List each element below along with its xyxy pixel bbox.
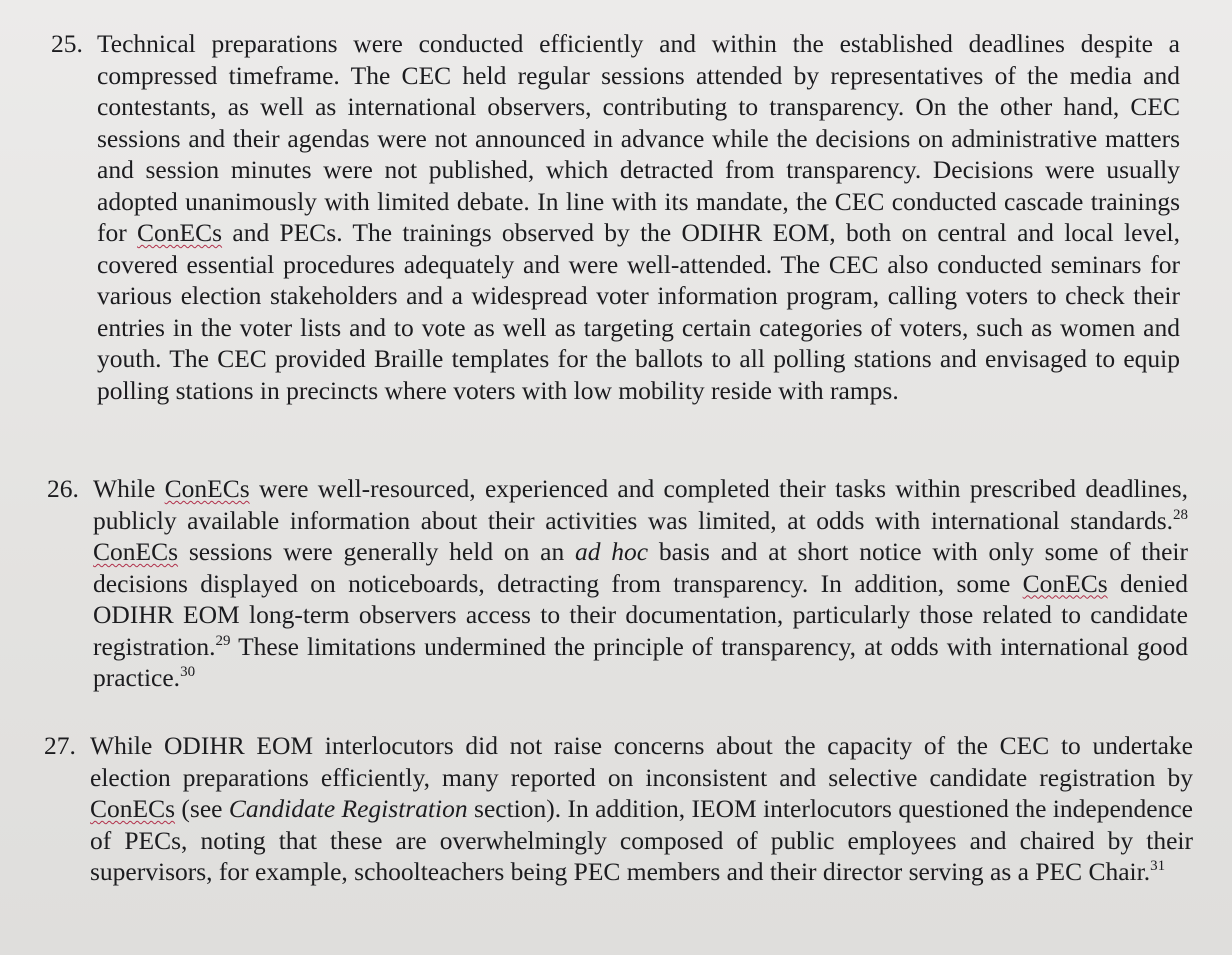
italic-term: Candidate Registration [228,794,468,823]
paragraph-text: These limitations undermined the principle of transparency, at odds with international good practice. [93,631,1188,692]
paragraph-text: basis and at short notice with only some of their decisions displayed on noticeboards, detracting from transparency. In addition, some [93,537,1188,598]
paragraph-text: While ODIHR EOM interlocutors did not raise concerns about the capacity of the CEC to undertake election preparations efficiently, many reported on inconsistent and selective candidate registration by [90,731,1193,792]
spellcheck-flagged-word[interactable]: ConECs [93,537,179,566]
paragraph-number: 26. [47,474,79,503]
spellcheck-flagged-word[interactable]: ConECs [1022,568,1108,598]
footnote-ref-31[interactable]: 31 [1150,858,1166,874]
spellcheck-flagged-word[interactable]: ConECs [164,474,250,503]
paragraph-26 [47,473,1188,694]
paragraph-text: and PECs. The trainings observed by the ODIHR EOM, both on central and local level, covered essential procedures adequately and were well-attended. The CEC also conducted seminars for various election stakeholders and a widespread voter information program, calling voters to check their entries in the voter lists and to vote as well as targeting certain categories of voters, such as women and youth. The CEC provided Braille templates for the ballots to all polling stations and envisaged to equip polling stations in precincts where voters with low mobility reside with ramps. [97,218,1180,405]
paragraph-text: Technical preparations were conducted efficiently and within the established deadlines despite a compressed timeframe. The CEC held regular sessions attended by representatives of the media and contestants, as well as international observers, contributing to transparency. On the other hand, CEC sessions and their agendas were not announced in advance while the decisions on administrative matters and session minutes were not published, which detracted from transparency. Decisions were usually adopted unanimously with limited debate. In line with its mandate, the CEC conducted cascade trainings for [97,29,1180,247]
paragraph-number: 27. [44,731,76,760]
paragraph-text: sessions were generally held on an [178,537,576,566]
paragraph-text: section). In addition, IEOM interlocutors questioned the independence of PECs, noting that these are overwhelmingly composed of public employees and chaired by their supervisors, for example, schoolteachers being PEC members and their director serving as a PEC Chair. [90,794,1193,886]
footnote-ref-30[interactable]: 30 [180,664,196,680]
paragraph-text: denied ODIHR EOM long-term observers access to their documentation, particularly those related to candidate registration. [93,568,1188,661]
italic-term: ad hoc [575,537,649,566]
spellcheck-flagged-word[interactable]: ConECs [137,218,223,247]
paragraph-27 [44,730,1193,888]
paragraph-text: While [93,474,165,503]
spellcheck-flagged-word[interactable]: ConECs [90,794,176,823]
paragraph-text: (see [175,794,229,823]
paragraph-25 [51,28,1180,406]
footnote-ref-29[interactable]: 29 [215,632,231,649]
footnote-ref-28[interactable]: 28 [1173,506,1188,523]
paragraph-number: 25. [51,29,83,58]
paragraph-text: were well-resourced, experienced and completed their tasks within prescribed deadlines, publicly available information about their activities was limited, at odds with international standards. [93,474,1188,535]
